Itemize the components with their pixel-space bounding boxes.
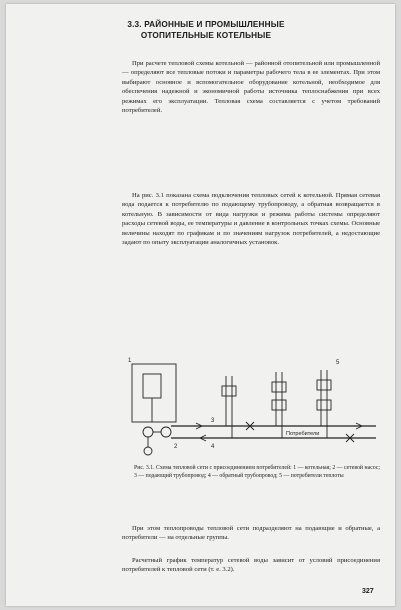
body-paragraph: На рис. 3.1 показана схема подключения тепловых сетей к котельной. Прямая сетевая вода подается к потребителю по подающему трубопроводу, а обратная возвращается в котельную. В зависимости от вида нагрузки и режима работы системы определяют расходы сетевой воды, ее температуры и давление в контрольных точках схемы. Основные величины находят по графикам и по значениям нагрузок потребителей, а недостающие задают по опыту эксплуатации аналогичных установок.: [122, 192, 380, 247]
consumer-heater: [317, 400, 331, 410]
consumer-label: Потребители: [286, 431, 320, 437]
body-paragraph: При этом теплопроводы тепловой сети подразделяют на подающие и обратные, а потребители — на отдельные группы.: [122, 525, 380, 542]
drain-pump-icon: [144, 447, 152, 455]
boiler-house-box: [132, 364, 176, 422]
heat-network-diagram: [126, 356, 381, 461]
makeup-pump-icon: [161, 427, 171, 437]
label-3: 3: [211, 418, 215, 424]
page-number: 327: [362, 588, 374, 595]
boiler-unit: [143, 374, 161, 398]
label-5: 5: [336, 360, 340, 366]
consumer-heater: [222, 386, 236, 396]
consumer-heater: [317, 380, 331, 390]
book-page: [6, 4, 395, 606]
section-title: 3.3. РАЙОННЫЕ И ПРОМЫШЛЕННЫЕ: [127, 20, 285, 29]
diagram-svg: [126, 356, 381, 461]
consumer-heater: [272, 400, 286, 410]
body-paragraph: Расчетный график температур сетевой воды зависит от условий присоединения потребителей к тепловой сети (т. е. 3.2).: [122, 557, 380, 574]
network-pump-icon: [143, 427, 153, 437]
body-paragraph: При расчете тепловой схемы котельной — районной отопительной или промышленной — определяют все тепловые потоки и параметры рабочего тела в ее элементах. При этом выбирают основное и вспомогательное оборудование котельной, необходимое для обеспечения надежной и экономичной работы источника теплоснабжения при всех режимах его эксплуатации. Тепловая схема составляется с учетом требований потребителей.: [122, 60, 380, 115]
label-1: 1: [128, 358, 132, 364]
consumer-heater: [272, 382, 286, 392]
label-4: 4: [211, 444, 215, 450]
section-title-continued: ОТОПИТЕЛЬНЫЕ КОТЕЛЬНЫЕ: [140, 31, 272, 40]
figure-caption: Рис. 3.1. Схема тепловой сети с присоединением потребителей: 1 — котельная; 2 — сетевой насос; 3 — подающий трубопровод; 4 — обратный трубопровод; 5 — потребители теплоты: [134, 465, 380, 480]
label-2: 2: [174, 444, 178, 450]
